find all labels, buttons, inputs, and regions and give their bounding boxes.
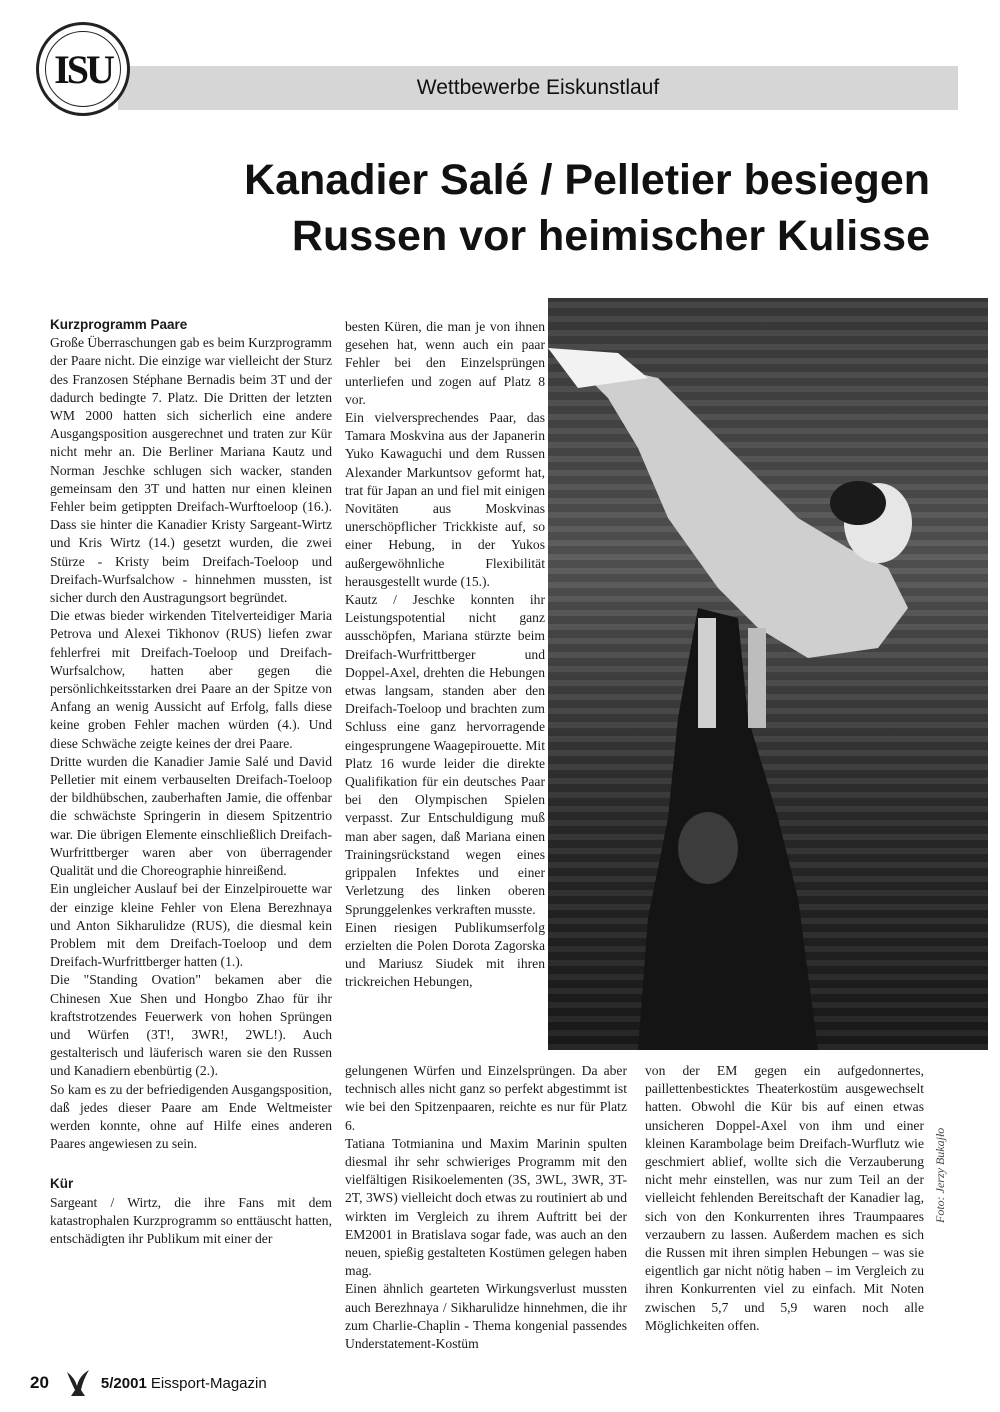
paragraph: Ein vielversprechendes Paar, das Tamara Moskvina aus der Japanerin Yuko Kawaguchi und dem Russen Alexander Markuntsov geformt hat, trat für Japan an und fiel mit einigen Novitäten aus Moskvinas unerschöpflicher Trickkiste auf, so einer Hebung, in der Yukos außergewöhnliche Flexibilität herausgestellt wurde (15.). bbox=[345, 410, 545, 589]
paragraph: gelungenen Würfen und Einzelsprüngen. Da aber technisch alles nicht ganz so perfekt abgestimmt ist wie bei den Spitzenpaaren, reichte es nur für Platz 6. bbox=[345, 1063, 627, 1133]
article-title-line-2: Russen vor heimischer Kulisse bbox=[291, 212, 930, 260]
paragraph: Einen riesigen Publikumserfolg erzielten die Polen Dorota Zagorska und Mariusz Siudek mit ihren trickreichen Hebungen, bbox=[345, 919, 545, 990]
paragraph: Kautz / Jeschke konnten ihr Leistungspotential nicht ganz ausschöpfen, Mariana stürzte beim Dreifach-Wurfrittberger und Doppel-Axel, drehten die Hebungen etwas langsam, standen aber den Dreifach-Toeloop und brachten zum Schluss eine ganz hervorragende eingesprungene Waagepirouette. Mit Platz 16 wurde leider die direkte Qualifikation für ein deutsches Paar bei den Olympischen Spielen verpasst. Zur Entschuldigung muß man aber sagen, daß Mariana einen Trainingsrückstand wegen eines grippalen Infektes und einer Verletzung des linken oberen Sprunggelenkes verkraften musste. bbox=[345, 592, 545, 917]
page-footer bbox=[30, 1368, 267, 1398]
article-title bbox=[70, 152, 930, 264]
paragraph: Die etwas bieder wirkenden Titelverteidiger Maria Petrova und Alexei Tikhonov (RUS) liefen zwar fehlerfrei mit Dreifach-Toeloop und Dreifach-Wurfsalchow, hatten aber gegen die persönlichkeitsstarken drei Paare an der Spitze von Anfang an wenig Aussicht auf Erfolg, falls diese keine groben Fehler machen würden (4.). Und diese Schwäche zeigte keines der drei Paare. bbox=[50, 608, 332, 751]
section-header: Wettbewerbe Eiskunstlauf bbox=[118, 66, 958, 110]
photo-credit: Foto: Jerzy Bukajło bbox=[933, 1127, 947, 1223]
issue-number: 5/2001 bbox=[100, 1374, 147, 1392]
magazine-bird-icon bbox=[65, 1368, 91, 1398]
paragraph: Sargeant / Wirtz, die ihre Fans mit dem katastrophalen Kurzprogramm so enttäuscht hatten, entschädigten ihr Publikum mit einer der bbox=[50, 1194, 332, 1246]
paragraph: Dritte wurden die Kanadier Jamie Salé und David Pelletier mit einem verbauselten Dreifach-Toeloop der bildhübschen, zauberhaften Jamie, die offenbar die schwächste Springerin in diesem Spitzentrio war. Die übrigen Elemente einschließlich Dreifach-Wurfrittberger waren aber von überragender Qualität und die Choreographie hinreißend. bbox=[50, 753, 332, 879]
article-column-1 bbox=[50, 316, 332, 1248]
skaters-illustration bbox=[548, 298, 988, 1050]
paragraph: besten Küren, die man je von ihnen gesehen hat, wenn auch ein paar Fehler bei den Einzelsprüngen unterliefen und zogen auf Platz 8 vor. bbox=[345, 319, 545, 407]
article-title-line-1: Kanadier Salé / Pelletier besiegen bbox=[244, 156, 930, 204]
article-column-2-continued bbox=[345, 1062, 627, 1353]
paragraph: von der EM gegen ein aufgedonnertes, paillettenbesticktes Theaterkostüm ausgewechselt hatten. Obwohl die Kür bis auf einen etwas unsicheren Doppel-Axel von ihm und einer kleinen Karambolage beim Dreifach-Wurflutz wie geschmiert ablief, wollte sich die Verzauberung nicht mehr einstellen, was nur zum Teil an der vielleicht fehlenden Bereitschaft der Kanadier lag, sich von den Konkurrenten ihres Traumpaares verzaubern zu lassen. Außerdem machen es sich die Russen mit ihren simplen Hebungen – was sie eigentlich gar nicht nötig haben – im Vergleich zu ihren Konkurrenten viel zu einfach. Mit Noten zwischen 5,7 und 5,9 waren noch alle Möglichkeiten offen. bbox=[645, 1063, 924, 1333]
paragraph: Einen ähnlich gearteten Wirkungsverlust mussten auch Berezhnaya / Sikharulidze hinnehmen, die ihr zum Charlie-Chaplin - Thema kongenial passendes Understatement-Kostüm bbox=[345, 1281, 627, 1352]
pair-skating-photo bbox=[548, 298, 988, 1050]
paragraph: Die "Standing Ovation" bekamen aber die Chinesen Xue Shen und Hongbo Zhao für ihr kraftstrotzendes Feuerwerk von hohen Sprüngen und Würfen (3T!, 3WR!, 2WL!). Auch gestalterisch und läuferisch waren sie den Russen und Kanadiern ebenbürtig (2.). bbox=[50, 972, 332, 1079]
isu-logo bbox=[36, 22, 130, 116]
article-column-3 bbox=[645, 1062, 924, 1335]
article-column-2 bbox=[345, 318, 545, 992]
paragraph: So kam es zu der befriedigenden Ausgangsposition, daß jedes dieser Paare am Ende Weltmeister werden konnte, ohne auf Hilfe eines anderen Paares angewiesen zu sein. bbox=[50, 1081, 332, 1152]
magazine-name: Eissport-Magazin bbox=[150, 1374, 267, 1392]
paragraph: Große Überraschungen gab es beim Kurzprogramm der Paare nicht. Die einzige war vielleicht der Sturz des Franzosen Stéphane Bernadis beim 3T und der dadurch bedingte 7. Platz. Die Dritten der letzten WM 2000 hatten sich sicherlich eine andere Ausgangsposition ausgerechnet und traten zur Kür nicht mehr an. Die Berliner Mariana Kautz und Norman Jeschke schlugen sich wacker, standen gemeinsam den 3T und hatten nur einen kleinen Fehler beim getippten Dreifach-Wurftoeloop (16.). Dass sie hinter die Kanadier Kristy Sargeant-Wirtz und Kris Wirtz (14.) gesetzt wurden, die zwei Stürze - Kristy beim Dreifach-Toeloop und Dreifach-Wurfsalchow - hinnehmen mussten, ist sicher durch den Austragungsort begründet. bbox=[50, 335, 332, 606]
isu-logo-text: ISU bbox=[45, 31, 121, 107]
page-number: 20 bbox=[30, 1373, 49, 1392]
paragraph: Ein ungleicher Auslauf bei der Einzelpirouette war der einzige kleine Fehler von Elena Berezhnaya und Anton Sikharulidze (RUS), die diesmal kein Problem mit dem Dreifach-Toeloop und dem Dreifach-Wurfrittberger hatten (1.). bbox=[50, 881, 332, 970]
section-heading-kurzprogramm: Kurzprogramm Paare bbox=[50, 317, 188, 332]
section-heading-kuer: Kür bbox=[50, 1176, 74, 1192]
paragraph: Tatiana Totmianina und Maxim Marinin spulten diesmal ihr sehr schwieriges Programm mit den vielfältigen Risikoelementen (3S, 3WL, 3WR, 3T-2T, 3WS) vielleicht doch etwas zu routiniert ab und wirkten im Vergleich zu ihrem Auftritt bei der EM2001 in Bratislava sogar fade, was auch an den neuen, spießig gestalteten Kostümen gelegen haben mag. bbox=[345, 1135, 627, 1279]
